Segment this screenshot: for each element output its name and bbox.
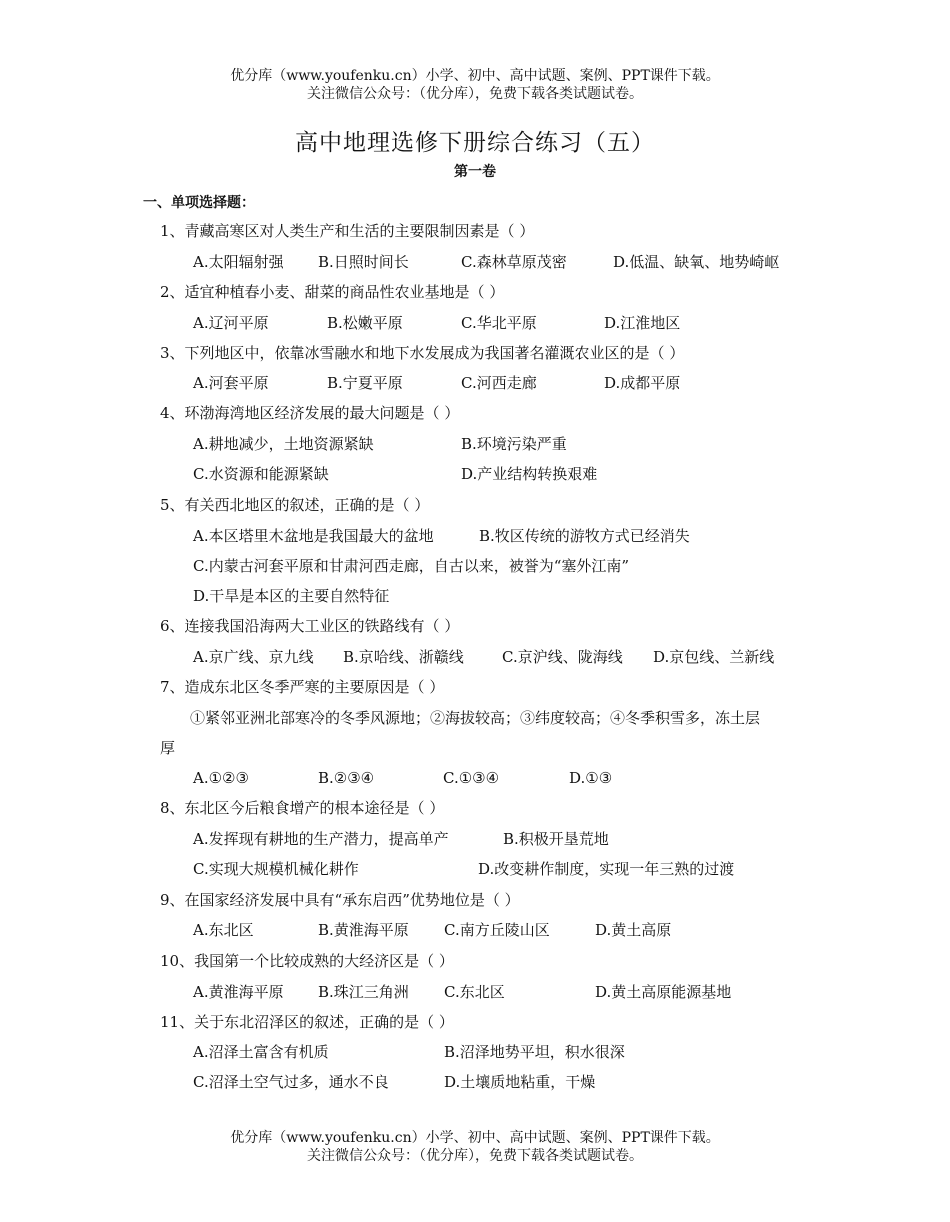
option-a: A.发挥现有耕地的生产潜力，提高单产 bbox=[193, 830, 449, 848]
question-stem: 2、适宜种植春小麦、甜菜的商品性农业基地是（ ） bbox=[160, 283, 505, 301]
option-a: A.河套平原 bbox=[193, 374, 269, 392]
option-a: A.辽河平原 bbox=[193, 314, 269, 332]
question-stem: 4、环渤海湾地区经济发展的最大问题是（ ） bbox=[160, 404, 460, 422]
option-b: B.黄淮海平原 bbox=[318, 921, 409, 939]
section-heading: 一、单项选择题： bbox=[143, 195, 255, 211]
option-a: A.东北区 bbox=[193, 921, 254, 939]
option-b: B.环境污染严重 bbox=[461, 435, 567, 453]
question-stem: 3、下列地区中，依靠冰雪融水和地下水发展成为我国著名灌溉农业区的是（ ） bbox=[160, 344, 685, 362]
question-stem: 5、有关西北地区的叙述，正确的是（ ） bbox=[160, 496, 430, 514]
option-d: D.土壤质地粘重，干燥 bbox=[444, 1073, 596, 1091]
footer-line-2: 关注微信公众号：（优分库），免费下载各类试题试卷。 bbox=[307, 1148, 643, 1164]
option-c: C.华北平原 bbox=[461, 314, 537, 332]
option-c: C.①③④ bbox=[443, 769, 500, 787]
option-d: D.①③ bbox=[569, 769, 613, 787]
option-d: D.低温、缺氧、地势崎岖 bbox=[613, 253, 780, 271]
option-b: B.宁夏平原 bbox=[327, 374, 403, 392]
option-c: C.京沪线、陇海线 bbox=[502, 648, 623, 666]
option-d: D.江淮地区 bbox=[604, 314, 681, 332]
option-a: A.沼泽土富含有机质 bbox=[193, 1043, 329, 1061]
question-stem: 8、东北区今后粮食增产的根本途径是（ ） bbox=[160, 799, 445, 817]
page-title: 高中地理选修下册综合练习（五） bbox=[295, 130, 655, 156]
option-b: B.②③④ bbox=[318, 769, 375, 787]
option-c: C.实现大规模机械化耕作 bbox=[193, 860, 359, 878]
option-d: D.黄土高原能源基地 bbox=[595, 983, 732, 1001]
option-c: C.河西走廊 bbox=[461, 374, 537, 392]
option-c: C.森林草原茂密 bbox=[461, 253, 567, 271]
question-stem: 11、关于东北沼泽区的叙述，正确的是（ ） bbox=[160, 1013, 454, 1031]
option-b: B.积极开垦荒地 bbox=[503, 830, 609, 848]
option-d: D.改变耕作制度，实现一年三熟的过渡 bbox=[478, 860, 735, 878]
option-d: D.京包线、兰新线 bbox=[653, 648, 775, 666]
header-line-2: 关注微信公众号：（优分库），免费下载各类试题试卷。 bbox=[307, 86, 643, 102]
option-c: C.东北区 bbox=[444, 983, 505, 1001]
question-stem: 7、造成东北区冬季严寒的主要原因是（ ） bbox=[160, 678, 445, 696]
volume-subtitle: 第一卷 bbox=[454, 164, 496, 180]
option-a: A.京广线、京九线 bbox=[193, 648, 314, 666]
option-b: B.京哈线、浙赣线 bbox=[343, 648, 464, 666]
question-detail: 厚 bbox=[160, 739, 176, 757]
question-stem: 10、我国第一个比较成熟的大经济区是（ ） bbox=[160, 952, 454, 970]
option-b: B.牧区传统的游牧方式已经消失 bbox=[479, 527, 690, 545]
option-a: A.太阳辐射强 bbox=[193, 253, 284, 271]
question-detail: ①紧邻亚洲北部寒冷的冬季风源地；②海拔较高；③纬度较高；④冬季积雪多，冻土层 bbox=[190, 709, 761, 727]
option-c: C.南方丘陵山区 bbox=[444, 921, 550, 939]
option-d: D.黄土高原 bbox=[595, 921, 672, 939]
option-c: C.沼泽土空气过多，通水不良 bbox=[193, 1073, 389, 1091]
header-line-1: 优分库（www.youfenku.cn）小学、初中、高中试题、案例、PPT课件下载。 bbox=[230, 68, 720, 84]
question-stem: 1、青藏高寒区对人类生产和生活的主要限制因素是（ ） bbox=[160, 222, 535, 240]
option-b: B.沼泽地势平坦，积水很深 bbox=[444, 1043, 625, 1061]
option-b: B.松嫩平原 bbox=[327, 314, 403, 332]
footer-line-1: 优分库（www.youfenku.cn）小学、初中、高中试题、案例、PPT课件下载。 bbox=[230, 1130, 720, 1146]
option-d: D.成都平原 bbox=[604, 374, 681, 392]
option-a: A.本区塔里木盆地是我国最大的盆地 bbox=[193, 527, 434, 545]
question-stem: 9、在国家经济发展中具有“承东启西”优势地位是（ ） bbox=[160, 891, 520, 909]
question-stem: 6、连接我国沿海两大工业区的铁路线有（ ） bbox=[160, 617, 460, 635]
option-c: C.内蒙古河套平原和甘肃河西走廊，自古以来，被誉为“塞外江南” bbox=[193, 557, 630, 575]
option-a: A.黄淮海平原 bbox=[193, 983, 284, 1001]
option-a: A.耕地减少，土地资源紧缺 bbox=[193, 435, 374, 453]
option-c: C.水资源和能源紧缺 bbox=[193, 465, 329, 483]
option-b: B.珠江三角洲 bbox=[318, 983, 409, 1001]
option-d: D.产业结构转换艰难 bbox=[461, 465, 598, 483]
option-d: D.干旱是本区的主要自然特征 bbox=[193, 587, 390, 605]
option-a: A.①②③ bbox=[193, 769, 249, 787]
option-b: B.日照时间长 bbox=[318, 253, 409, 271]
